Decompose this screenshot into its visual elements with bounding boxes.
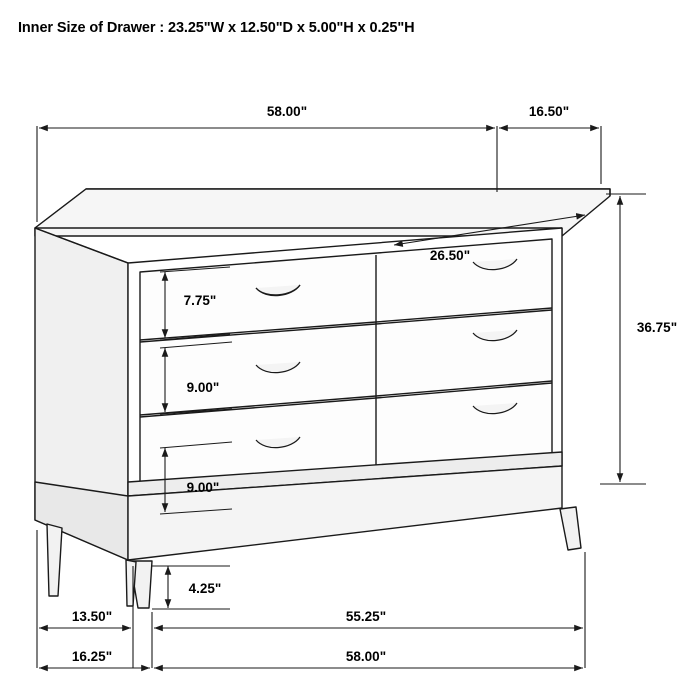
label-top-depth: 16.50" [528,104,570,119]
label-base-width: 55.25" [345,609,387,624]
label-drawer-width: 26.50" [429,248,471,263]
front-inner-frame [140,239,552,486]
label-bottom-width: 58.00" [345,649,387,664]
label-top-width: 58.00" [266,104,308,119]
label-side-top: 16.25" [71,649,113,664]
label-leg-height: 4.25" [188,581,222,596]
label-drawer-height-mid: 9.00" [186,380,220,395]
label-drawer-height-top: 7.75" [183,293,217,308]
page-title: Inner Size of Drawer : 23.25"W x 12.50"D x 5.00"H x 0.25"H [18,20,415,36]
label-total-height: 36.75" [636,320,678,335]
label-drawer-height-bottom: 9.00" [186,480,220,495]
dresser-illustration [35,189,610,608]
dresser-top [35,189,610,236]
label-side-base: 13.50" [71,609,113,624]
